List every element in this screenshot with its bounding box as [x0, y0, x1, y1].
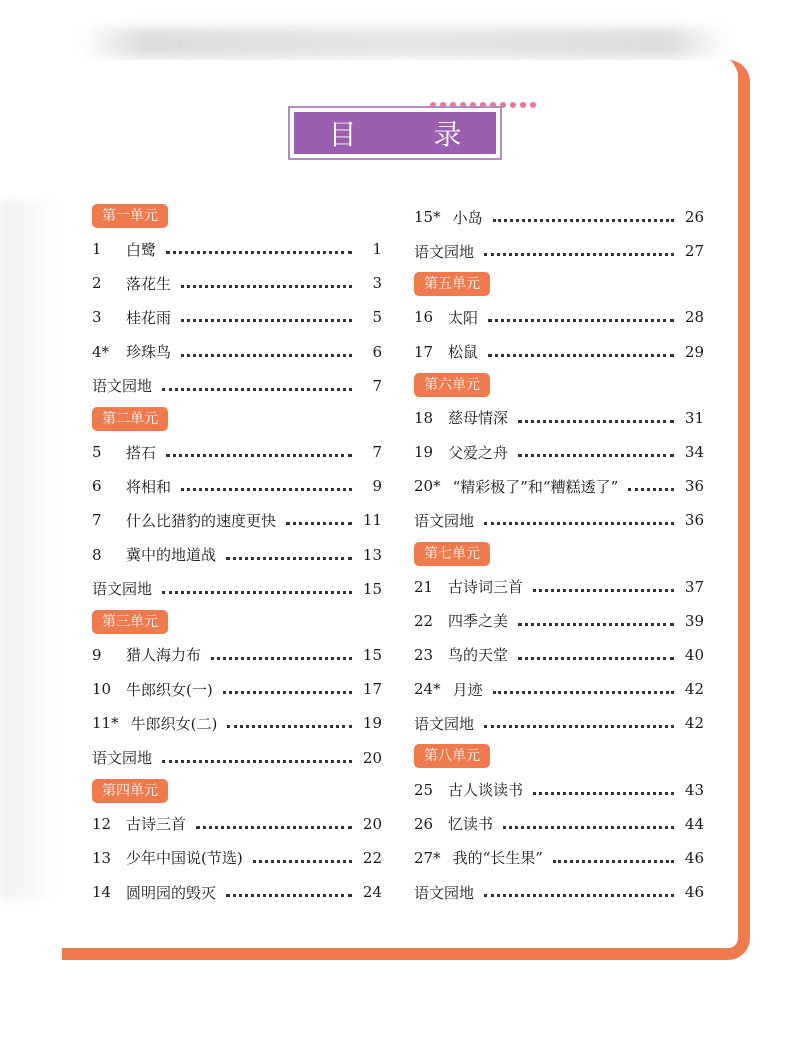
entry-page-number: 20	[362, 748, 382, 767]
dot-leader	[227, 722, 352, 728]
entry-page-number: 40	[684, 645, 704, 664]
toc-entry[interactable]	[92, 672, 382, 706]
dot-leader	[484, 891, 674, 897]
unit-badge: 第五单元	[414, 272, 490, 296]
toc-entry[interactable]	[414, 300, 704, 334]
entry-page-number: 5	[372, 308, 382, 327]
dot-leader	[162, 588, 352, 594]
entry-title: 鸟的天堂	[448, 646, 509, 665]
entry-title: 搭石	[126, 443, 157, 462]
entry-page-number: 15	[362, 645, 382, 664]
entry-title: 古诗词三首	[448, 578, 524, 597]
toc-entry[interactable]	[92, 807, 382, 841]
unit-header-row	[414, 369, 704, 401]
toc-entry[interactable]	[414, 672, 704, 706]
toc-entry[interactable]	[92, 232, 382, 266]
toc-entry[interactable]	[414, 435, 704, 469]
entry-number: 6	[92, 477, 102, 496]
dot-leader	[181, 282, 352, 288]
entry-title: 我的“长生果”	[452, 849, 543, 868]
toc-entry[interactable]	[414, 875, 704, 909]
unit-header-row	[92, 606, 382, 638]
entry-page-number: 42	[684, 680, 704, 699]
toc-right-column	[414, 200, 704, 909]
entry-number: 22	[414, 611, 434, 630]
toc-entry[interactable]	[414, 638, 704, 672]
entry-title: 古诗三首	[126, 815, 187, 834]
entry-number: 24*	[414, 680, 441, 699]
entry-page-number: 29	[684, 342, 704, 361]
entry-number: 3	[92, 308, 102, 327]
entry-number: 5	[92, 443, 102, 462]
toc-entry[interactable]	[92, 740, 382, 774]
entry-title: 语文园地	[414, 714, 475, 733]
toc-entry[interactable]	[92, 300, 382, 334]
entry-title: 太阳	[448, 308, 479, 327]
toc-entry[interactable]	[92, 503, 382, 537]
entry-number: 19	[414, 443, 434, 462]
dot-leader	[533, 789, 674, 795]
dot-leader	[181, 316, 352, 322]
dot-leader	[488, 316, 674, 322]
toc-entry[interactable]	[414, 200, 704, 234]
toc-entry[interactable]	[92, 572, 382, 606]
dot-leader	[518, 654, 674, 660]
entry-page-number: 44	[684, 814, 704, 833]
toc-entry[interactable]	[414, 772, 704, 806]
entry-page-number: 15	[362, 579, 382, 598]
toc-entry[interactable]	[92, 875, 382, 909]
dot-leader	[286, 519, 352, 525]
page-title-box	[288, 106, 502, 160]
dot-leader	[493, 216, 674, 222]
entry-page-number: 22	[362, 848, 382, 867]
unit-header-row	[414, 740, 704, 772]
dot-leader	[211, 654, 352, 660]
entry-number: 21	[414, 577, 434, 596]
entry-title: “精彩极了”和“糟糕透了”	[452, 477, 619, 496]
unit-badge: 第二单元	[92, 407, 168, 431]
entry-number: 2	[92, 274, 102, 293]
entry-title: 四季之美	[448, 612, 509, 631]
unit-header-row	[414, 538, 704, 570]
dot-leader	[518, 620, 674, 626]
entry-title: 牛郎织女(二)	[130, 714, 218, 733]
entry-title: 语文园地	[92, 749, 153, 768]
entry-title: 语文园地	[414, 242, 475, 261]
page-edge-shadow	[0, 200, 60, 900]
toc-entry[interactable]	[92, 369, 382, 403]
dot-leader	[553, 857, 674, 863]
page-title: 目 录	[294, 112, 496, 154]
entry-number: 10	[92, 680, 112, 699]
dot-leader	[166, 451, 352, 457]
toc-entry[interactable]	[92, 538, 382, 572]
entry-number: 7	[92, 511, 102, 530]
entry-title: 松鼠	[448, 343, 479, 362]
entry-number: 8	[92, 545, 102, 564]
entry-page-number: 36	[684, 477, 704, 496]
entry-number: 20*	[414, 477, 441, 496]
dot-leader	[484, 250, 674, 256]
entry-page-number: 9	[372, 477, 382, 496]
entry-title: 桂花雨	[126, 308, 172, 327]
entry-title: 落花生	[126, 274, 172, 293]
entry-page-number: 7	[372, 376, 382, 395]
entry-number: 16	[414, 308, 434, 327]
dot-leader	[226, 891, 352, 897]
entry-title: 圆明园的毁灭	[126, 883, 217, 902]
toc-entry[interactable]	[92, 841, 382, 875]
dot-leader	[503, 823, 674, 829]
toc-entry[interactable]	[92, 266, 382, 300]
toc-entry[interactable]	[414, 234, 704, 268]
dot-leader	[162, 757, 352, 763]
toc-entry[interactable]	[92, 638, 382, 672]
toc-entry[interactable]	[414, 807, 704, 841]
toc-entry[interactable]	[414, 706, 704, 740]
entry-title: 猎人海力布	[126, 646, 202, 665]
toc-entry[interactable]	[414, 604, 704, 638]
toc-entry[interactable]	[414, 401, 704, 435]
entry-number: 4*	[92, 342, 110, 361]
unit-badge: 第六单元	[414, 373, 490, 397]
entry-page-number: 17	[362, 680, 382, 699]
entry-title: 小岛	[452, 208, 483, 227]
unit-header-row	[92, 775, 382, 807]
entry-number: 9	[92, 645, 102, 664]
dot-leader	[518, 417, 674, 423]
entry-page-number: 39	[684, 611, 704, 630]
dot-leader	[166, 248, 352, 254]
entry-page-number: 20	[362, 814, 382, 833]
entry-page-number: 46	[684, 848, 704, 867]
toc-entry[interactable]	[414, 469, 704, 503]
entry-number: 1	[92, 240, 102, 259]
toc-entry[interactable]	[414, 570, 704, 604]
unit-badge: 第三单元	[92, 610, 168, 634]
unit-header-row	[92, 200, 382, 232]
dot-leader	[196, 823, 352, 829]
entry-page-number: 26	[684, 208, 704, 227]
toc-entry[interactable]	[414, 335, 704, 369]
unit-badge: 第七单元	[414, 542, 490, 566]
entry-number: 13	[92, 848, 112, 867]
entry-title: 牛郎织女(一)	[126, 680, 213, 699]
dot-leader	[484, 519, 674, 525]
toc-left-column	[92, 200, 382, 909]
toc-entry[interactable]	[92, 335, 382, 369]
entry-title: 语文园地	[92, 377, 153, 396]
entry-title: 珍珠鸟	[126, 343, 172, 362]
entry-number: 27*	[414, 848, 441, 867]
dot-leader	[493, 688, 674, 694]
entry-page-number: 11	[362, 511, 382, 530]
dot-leader	[628, 485, 674, 491]
toc-entry[interactable]	[92, 706, 382, 740]
entry-page-number: 27	[684, 242, 704, 261]
unit-badge: 第八单元	[414, 744, 490, 768]
unit-header-row	[92, 403, 382, 435]
entry-title: 白鹭	[126, 240, 157, 259]
dot-leader	[181, 351, 352, 357]
unit-badge: 第四单元	[92, 779, 168, 803]
entry-page-number: 6	[372, 342, 382, 361]
entry-page-number: 13	[362, 545, 382, 564]
entry-number: 14	[92, 883, 112, 902]
toc-entry[interactable]	[414, 503, 704, 537]
dot-leader	[253, 857, 352, 863]
entry-page-number: 43	[684, 780, 704, 799]
blurred-header-band	[80, 28, 730, 58]
entry-title: 父爱之舟	[448, 443, 509, 462]
entry-number: 23	[414, 645, 434, 664]
dot-leader	[226, 554, 352, 560]
entry-page-number: 28	[684, 308, 704, 327]
entry-page-number: 42	[684, 714, 704, 733]
entry-page-number: 46	[684, 883, 704, 902]
entry-page-number: 19	[362, 714, 382, 733]
entry-page-number: 36	[684, 511, 704, 530]
entry-number: 15*	[414, 208, 441, 227]
toc-entry[interactable]	[414, 841, 704, 875]
dot-leader	[533, 586, 674, 592]
dot-leader	[223, 688, 352, 694]
dot-leader	[488, 351, 674, 357]
entry-title: 古人谈读书	[448, 781, 524, 800]
entry-number: 25	[414, 780, 434, 799]
unit-badge: 第一单元	[92, 204, 168, 228]
toc-entry[interactable]	[92, 435, 382, 469]
entry-title: 语文园地	[414, 883, 475, 902]
entry-number: 12	[92, 814, 112, 833]
dot-leader	[162, 385, 352, 391]
entry-page-number: 1	[372, 240, 382, 259]
entry-number: 26	[414, 814, 434, 833]
entry-title: 什么比猎豹的速度更快	[126, 511, 277, 530]
entry-title: 忆读书	[448, 815, 494, 834]
entry-page-number: 7	[372, 443, 382, 462]
entry-title: 少年中国说(节选)	[126, 849, 243, 868]
entry-title: 将相和	[126, 477, 172, 496]
dot-leader	[181, 485, 352, 491]
entry-title: 语文园地	[414, 511, 475, 530]
entry-number: 11*	[92, 714, 119, 733]
entry-title: 月迹	[452, 680, 483, 699]
toc-entry[interactable]	[92, 469, 382, 503]
unit-header-row	[414, 268, 704, 300]
entry-page-number: 24	[362, 883, 382, 902]
entry-number: 17	[414, 342, 434, 361]
entry-title: 慈母情深	[448, 409, 509, 428]
dot-leader	[484, 722, 674, 728]
entry-page-number: 34	[684, 443, 704, 462]
entry-page-number: 37	[684, 577, 704, 596]
entry-page-number: 3	[372, 274, 382, 293]
entry-page-number: 31	[684, 408, 704, 427]
entry-title: 冀中的地道战	[126, 546, 217, 565]
entry-title: 语文园地	[92, 580, 153, 599]
entry-number: 18	[414, 408, 434, 427]
dot-leader	[518, 451, 674, 457]
